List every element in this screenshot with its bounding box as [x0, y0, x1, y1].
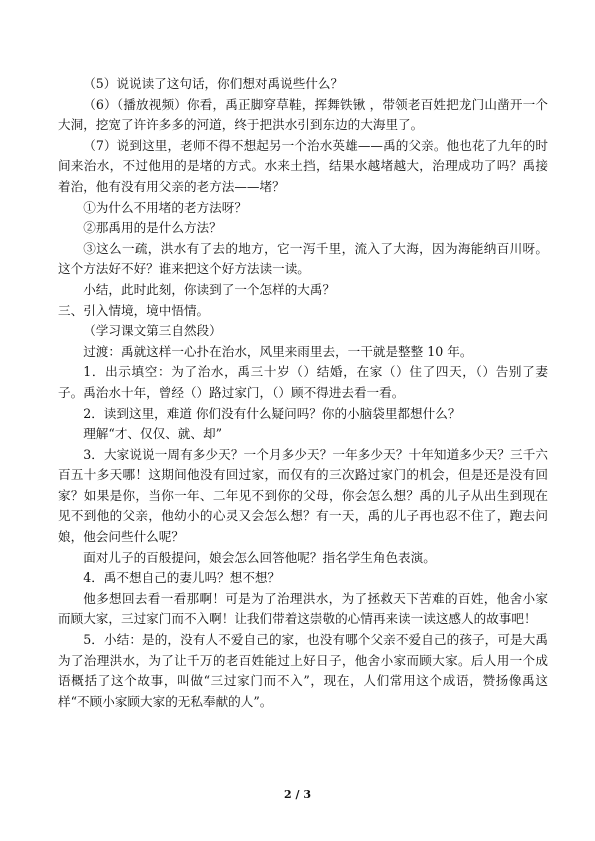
paragraph-17: 他多想回去看一看那啊！可是为了治理洪水，为了拯救天下苦难的百姓，他舍小家而顾大家，三过家门而不入啊！让我们带着这崇敬的心情再来读一读这感人的故事吧！ — [58, 590, 548, 627]
paragraph-5: ②那禹用的是什么方法？ — [83, 220, 222, 236]
paragraph-13: 理解“才、仅仅、就、却” — [83, 426, 223, 442]
section-heading: 三、引入情境，境中悟情。 — [58, 302, 210, 318]
paragraph-10: 过渡：禹就这样一心扑在治水，风里来雨里去，一干就是整整 10 年。 — [83, 343, 473, 359]
paragraph-4: ①为什么不用堵的老方法呀？ — [83, 199, 247, 215]
paragraph-16: 4．禹不想自己的妻儿吗？想不想？ — [83, 570, 281, 586]
document-body — [58, 74, 548, 712]
paragraph-14: 3．大家说说一周有多少天？一个月多少天？一年多少天？十年知道多少天？三千六百五十多天哪！这期间他没有回过家，而仅有的三次路过家门的机会，但是还是没有回家？如果是你，当你一年、二年见不到你的父母，你会怎么想？禹的儿子从出生到现在见不到他的父亲，他幼小的心灵又会怎么想？有一天，禹的儿子再也忍不住了，跑去问娘，他会问些什么呢？ — [58, 446, 548, 545]
paragraph-7: 小结，此时此刻，你读到了一个怎样的大禹？ — [83, 281, 336, 297]
paragraph-18: 5．小结：是的，没有人不爱自己的家，也没有哪个父亲不爱自己的孩子，可是大禹为了治理洪水，为了让千万的老百姓能过上好日子，他舍小家而顾大家。后人用一个成语概括了这个故事，叫做“三过家门而不入”，现在，人们常用这个成语，赞扬像禹这样“不顾小家顾大家的无私奉献的人”。 — [58, 632, 548, 709]
page-number: 2 / 3 — [284, 788, 311, 801]
paragraph-12: 2．读到这里，难道 你们没有什么疑问吗？你的小脑袋里都想什么？ — [83, 405, 461, 421]
paragraph-3: （7）说到这里，老师不得不想起另一个治水英雄——禹的父亲。他也花了九年的时间来治水，不过他用的是堵的方式。水来土挡，结果水越堵越大，治理成功了吗？禹接着治，他有没有用父亲的老方法——堵？ — [58, 137, 548, 194]
paragraph-11: 1．出示填空：为了治水，禹三十岁（）结婚，在家（）住了四天，（）告别了妻子。禹治水十年，曾经（）路过家门，（）顾不得进去看一看。 — [58, 364, 548, 400]
paragraph-2: （6）（播放视频）你看，禹正脚穿草鞋，挥舞铁锹 ，带领老百姓把龙门山凿开一个大洞，挖宽了许许多多的河道，终于把洪水引到东边的大海里了。 — [58, 96, 548, 133]
paragraph-9: （学习课文第三自然段） — [83, 323, 222, 339]
paragraph-15: 面对儿子的百般提问，娘会怎么回答他呢？指名学生角色表演。 — [83, 549, 436, 565]
paragraph-6: ③这么一疏，洪水有了去的地方，它一泻千里，流入了大海，因为海能纳百川呀。这个方法好不好？谁来把这个好方法读一读。 — [58, 240, 548, 277]
paragraph-1: （5）说说读了这句话，你们想对禹说些什么？ — [83, 76, 344, 91]
